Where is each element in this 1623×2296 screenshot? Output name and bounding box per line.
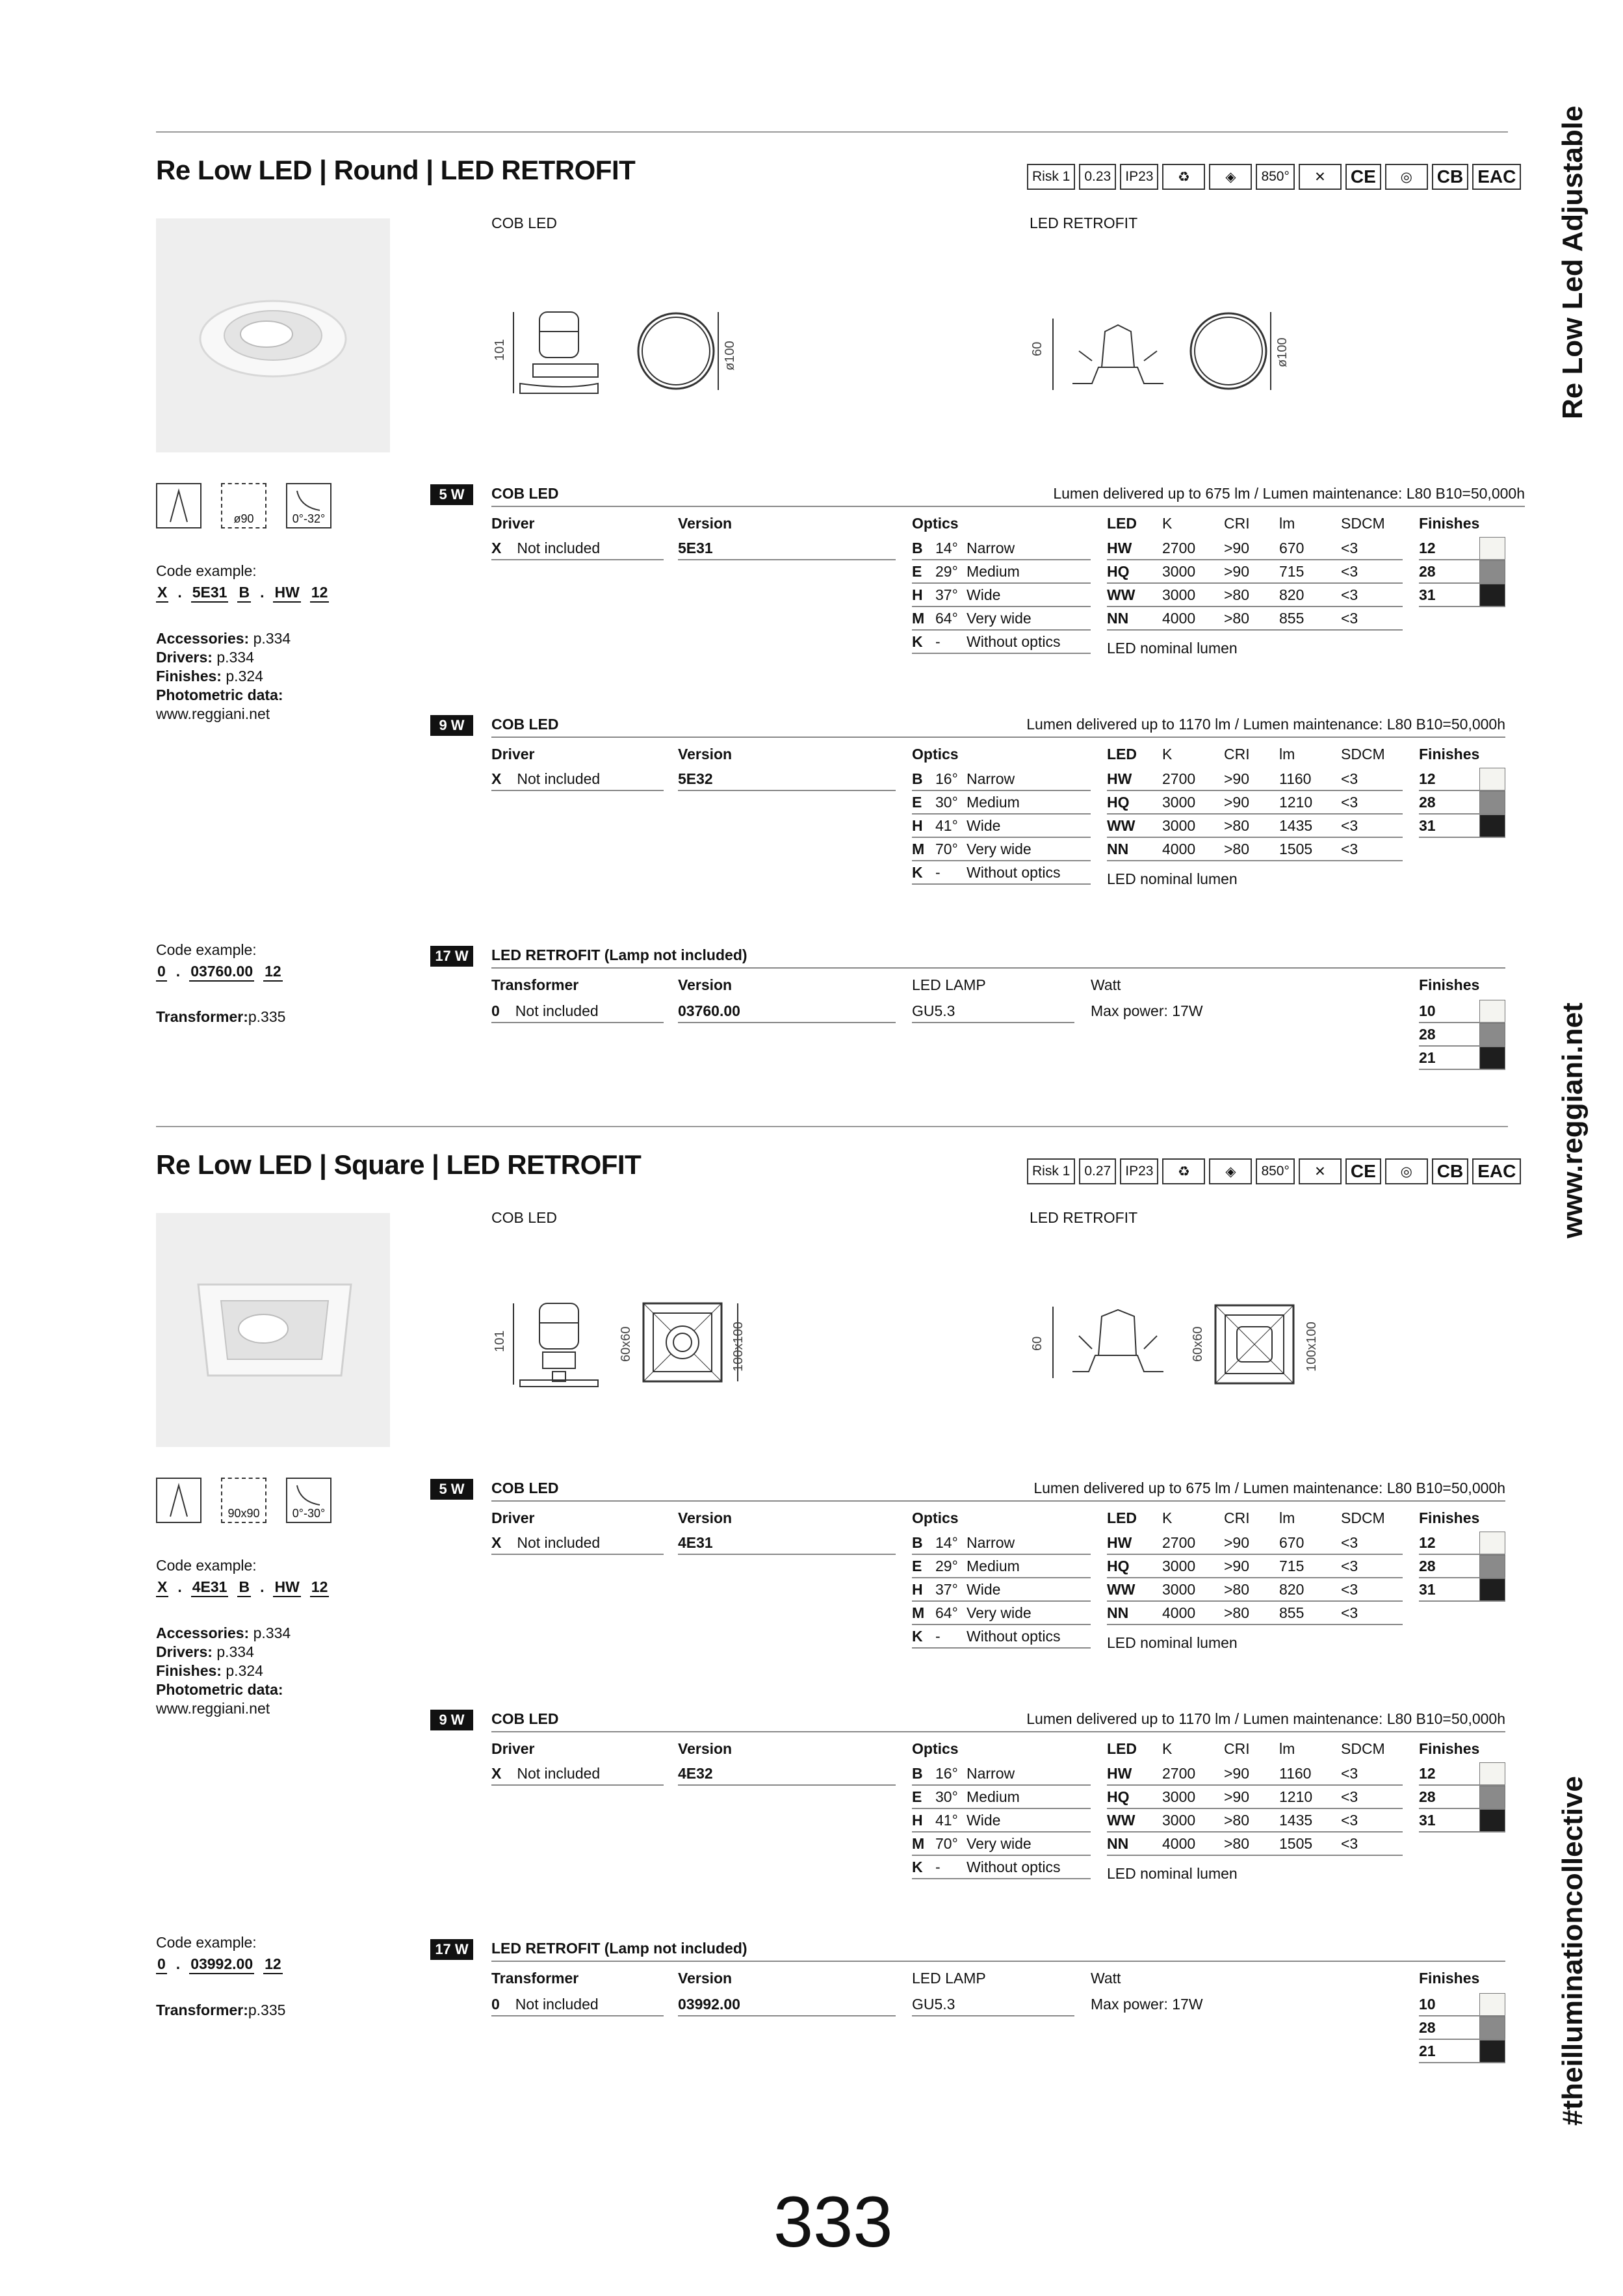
col-version: Version [678,515,733,532]
code-part: 03992.00 [189,1955,254,1974]
cob-size-label: 60x60 [619,1326,633,1362]
ip-badge: IP23 [1120,164,1158,190]
beam-icon [156,483,201,528]
col-led: LED [1107,1740,1137,1757]
tilt-icon: 0°-32° [286,483,331,528]
block-name: COB LED [491,485,559,502]
code-part: B [237,584,251,603]
feature-icons [156,483,331,528]
class-icon: ◈ [1209,1158,1252,1184]
power-badge: 9 W [430,715,473,736]
col-led: LED [1107,515,1137,532]
info-link[interactable]: www.reggiani.net [156,705,270,722]
finish-swatch-white[interactable] [1479,537,1505,560]
block-name: COB LED [491,1710,559,1727]
code-part: X [156,1578,168,1597]
code-dot: . [175,963,181,980]
col-led: LED [1107,746,1137,763]
cob-diameter-label: ø100 [723,341,737,371]
power-badge: 5 W [430,1479,473,1500]
code-dot: . [177,584,182,601]
col-optics: Optics [912,515,959,532]
version-code: 03760.00 [678,1002,740,1019]
no-insulation-icon: ✕ [1299,164,1342,190]
product-photo [156,1213,390,1447]
ce-mark: CE [1345,164,1381,190]
col-lm: lm [1279,746,1295,763]
reference-info [156,629,291,724]
finish-swatch-white[interactable] [1479,1993,1505,2016]
col-finishes: Finishes [1419,1970,1480,1987]
retrofit-drawing [1040,1300,1313,1391]
lumen-info: Lumen delivered up to 675 lm / Lumen maintenance: L80 B10=50,000h [1053,485,1525,502]
cutout-icon: 90x90 [221,1478,266,1523]
info-key: Photometric data: [156,686,283,703]
retro-size-label: 60x60 [1191,1326,1205,1362]
col-version: Version [678,746,733,763]
cert-badges [1027,1158,1521,1184]
finish-swatch-grey[interactable] [1479,1786,1505,1809]
transformer-ref [156,2001,285,2020]
finish-swatch-black[interactable] [1479,815,1505,838]
section-title: Re Low LED | Square | LED RETROFIT [156,1149,642,1180]
info-key: Accessories: [156,630,250,647]
col-k: K [1162,515,1173,532]
driver-row: X Not included [491,540,601,556]
risk-badge: Risk 1 [1027,164,1075,190]
info-key: Accessories: [156,1624,250,1641]
finish-swatch-white[interactable] [1479,768,1505,791]
col-sdcm: SDCM [1341,1740,1385,1757]
col-finishes: Finishes [1419,976,1480,993]
retrofit-drawing [1040,306,1287,403]
finish-swatch-grey[interactable] [1479,2016,1505,2040]
col-optics: Optics [912,1509,959,1526]
power-badge: 17 W [430,1939,473,1960]
lamp-type: GU5.3 [912,1002,955,1019]
ip-badge: IP23 [1120,1158,1158,1184]
code-example-value [156,584,329,603]
info-key: Transformer: [156,2002,248,2018]
col-sdcm: SDCM [1341,1509,1385,1526]
code-dot: . [175,1955,181,1972]
col-sdcm: SDCM [1341,515,1385,532]
info-value: p.335 [248,1008,286,1025]
retrofit-drawing-label: LED RETROFIT [1030,1209,1138,1226]
led-note: LED nominal lumen [1107,870,1238,887]
feature-icons [156,1478,331,1523]
transformer-ref [156,1008,285,1026]
col-k: K [1162,746,1173,763]
col-version: Version [678,1740,733,1757]
class-icon: ◈ [1209,164,1252,190]
code-example-value [156,1578,329,1597]
col-finishes: Finishes [1419,746,1480,763]
version-code: 5E32 [678,770,713,787]
code-part: 0 [156,1955,167,1974]
power-badge: 17 W [430,946,473,967]
product-photo [156,218,390,452]
info-link[interactable]: www.reggiani.net [156,1700,270,1717]
square-fixture-image [156,1213,390,1447]
finish-swatch-grey[interactable] [1479,791,1505,815]
code-part: 5E31 [191,584,229,603]
recycle-icon: ♻ [1162,1158,1205,1184]
info-value: p.334 [216,1643,254,1660]
max-power: Max power: 17W [1091,1996,1203,2013]
code-part: 12 [263,1955,283,1974]
page-number: 333 [773,2182,893,2262]
transformer-row: 0 Not included [491,1002,599,1019]
weight-badge: 0.23 [1079,164,1116,190]
col-driver: Driver [491,1509,535,1526]
finish-swatch-white[interactable] [1479,1762,1505,1786]
info-key: Drivers: [156,1643,213,1660]
finish-swatch-white[interactable] [1479,1000,1505,1023]
temp-badge: 850° [1256,164,1294,190]
lumen-info: Lumen delivered up to 1170 lm / Lumen maintenance: L80 B10=50,000h [1026,716,1505,733]
col-k: K [1162,1509,1173,1526]
code-dot: . [260,584,265,601]
info-key: Finishes: [156,668,222,685]
col-sdcm: SDCM [1341,746,1385,763]
finish-swatch-black[interactable] [1479,1047,1505,1070]
beam-icon [156,1478,201,1523]
info-key: Transformer: [156,1008,248,1025]
version-code: 4E32 [678,1765,713,1782]
code-part: 0 [156,963,167,982]
finish-swatch-black[interactable] [1479,1578,1505,1602]
col-cri: CRI [1224,515,1250,532]
col-led: LED [1107,1509,1137,1526]
col-version: Version [678,1970,733,1987]
ce-mark: CE [1345,1158,1381,1184]
info-value: p.334 [253,630,291,647]
transformer-row: 0 Not included [491,1996,599,2013]
code-example-2 [156,941,283,982]
col-cri: CRI [1224,1509,1250,1526]
col-driver: Driver [491,746,535,763]
cc-icon: ◎ [1385,164,1428,190]
col-lamp: LED LAMP [912,976,986,993]
info-value: p.324 [226,668,263,685]
col-lamp: LED LAMP [912,1970,986,1987]
version-code: 03992.00 [678,1996,740,2013]
driver-row: X Not included [491,1534,601,1551]
lamp-type: GU5.3 [912,1996,955,2013]
info-value: p.334 [216,649,254,666]
col-k: K [1162,1740,1173,1757]
info-value: p.324 [226,1662,263,1679]
finish-swatch-white[interactable] [1479,1532,1505,1555]
col-watt: Watt [1091,976,1121,993]
code-part: 12 [263,963,283,982]
cutout-icon: ø90 [221,483,266,528]
col-watt: Watt [1091,1970,1121,1987]
finish-swatch-grey[interactable] [1479,560,1505,584]
code-part: HW [273,584,300,603]
col-finishes: Finishes [1419,515,1480,532]
col-version: Version [678,1509,733,1526]
code-example-label: Code example: [156,1557,257,1574]
code-dot: . [260,1578,265,1595]
finish-swatch-black[interactable] [1479,1809,1505,1833]
info-key: Drivers: [156,649,213,666]
lumen-info: Lumen delivered up to 675 lm / Lumen maintenance: L80 B10=50,000h [1033,1480,1505,1496]
code-example-1 [156,562,329,603]
cob-drawing-label: COB LED [491,1209,557,1226]
cb-mark: CB [1432,164,1468,190]
code-part: 4E31 [191,1578,229,1597]
code-example-label: Code example: [156,1934,257,1951]
retro-outer-size-label: 100x100 [1305,1322,1319,1372]
lumen-info: Lumen delivered up to 1170 lm / Lumen maintenance: L80 B10=50,000h [1026,1710,1505,1727]
retrofit-drawing-label: LED RETROFIT [1030,215,1138,231]
col-transformer: Transformer [491,1970,579,1987]
section-title: Re Low LED | Round | LED RETROFIT [156,155,636,185]
info-value: p.334 [253,1624,291,1641]
cert-badges [1027,164,1521,190]
version-code: 5E31 [678,540,713,556]
col-driver: Driver [491,1740,535,1757]
driver-row: X Not included [491,1765,601,1782]
finish-swatch-black[interactable] [1479,584,1505,607]
code-part: HW [273,1578,300,1597]
eac-mark: EAC [1472,1158,1521,1184]
info-key: Photometric data: [156,1681,283,1698]
cob-outer-size-label: 100x100 [731,1322,746,1372]
code-example-label: Code example: [156,562,257,579]
col-lm: lm [1279,515,1295,532]
code-part: 12 [310,584,330,603]
code-example-1 [156,1557,329,1597]
info-value: p.335 [248,2002,286,2018]
code-example-value [156,1955,283,1974]
finish-swatch-grey[interactable] [1479,1555,1505,1578]
code-part: B [237,1578,251,1597]
code-part: X [156,584,168,603]
tilt-icon: 0°-30° [286,1478,331,1523]
code-example-2 [156,1934,283,1974]
finish-swatch-black[interactable] [1479,2040,1505,2063]
side-website: www.reggiani.net [1557,1002,1589,1238]
code-part: 03760.00 [189,963,254,982]
power-badge: 9 W [430,1710,473,1730]
temp-badge: 850° [1256,1158,1294,1184]
block-name: COB LED [491,716,559,733]
cob-drawing [494,299,741,403]
retro-height-label: 60 [1030,1336,1045,1351]
info-key: Finishes: [156,1662,222,1679]
eac-mark: EAC [1472,164,1521,190]
col-finishes: Finishes [1419,1509,1480,1526]
round-fixture-image [156,218,390,452]
driver-row: X Not included [491,770,601,787]
col-transformer: Transformer [491,976,579,993]
finish-swatch-grey[interactable] [1479,1023,1505,1047]
col-cri: CRI [1224,746,1250,763]
no-insulation-icon: ✕ [1299,1158,1342,1184]
cob-drawing-label: COB LED [491,215,557,231]
side-hashtag: #theilluminationcollective [1557,1776,1589,2126]
retro-diameter-label: ø100 [1275,337,1290,367]
weight-badge: 0.27 [1079,1158,1116,1184]
col-lm: lm [1279,1740,1295,1757]
side-title: Re Low Led Adjustable [1557,105,1589,419]
risk-badge: Risk 1 [1027,1158,1075,1184]
block-name: LED RETROFIT (Lamp not included) [491,946,747,963]
cc-icon: ◎ [1385,1158,1428,1184]
code-example-label: Code example: [156,941,257,958]
col-version: Version [678,976,733,993]
led-note: LED nominal lumen [1107,1865,1238,1882]
power-badge: 5 W [430,484,473,505]
col-optics: Optics [912,1740,959,1757]
cob-height-label: 101 [493,339,507,361]
code-part: 12 [310,1578,330,1597]
col-lm: lm [1279,1509,1295,1526]
led-note: LED nominal lumen [1107,1634,1238,1651]
col-finishes: Finishes [1419,1740,1480,1757]
code-dot: . [177,1578,182,1595]
col-cri: CRI [1224,1740,1250,1757]
recycle-icon: ♻ [1162,164,1205,190]
version-code: 4E31 [678,1534,713,1551]
col-driver: Driver [491,515,535,532]
led-note: LED nominal lumen [1107,640,1238,657]
block-name: LED RETROFIT (Lamp not included) [491,1940,747,1957]
cb-mark: CB [1432,1158,1468,1184]
max-power: Max power: 17W [1091,1002,1203,1019]
col-optics: Optics [912,746,959,763]
retro-height-label: 60 [1030,341,1045,356]
reference-info [156,1624,291,1718]
code-example-value [156,963,283,982]
cob-height-label: 101 [493,1330,507,1352]
block-name: COB LED [491,1480,559,1496]
